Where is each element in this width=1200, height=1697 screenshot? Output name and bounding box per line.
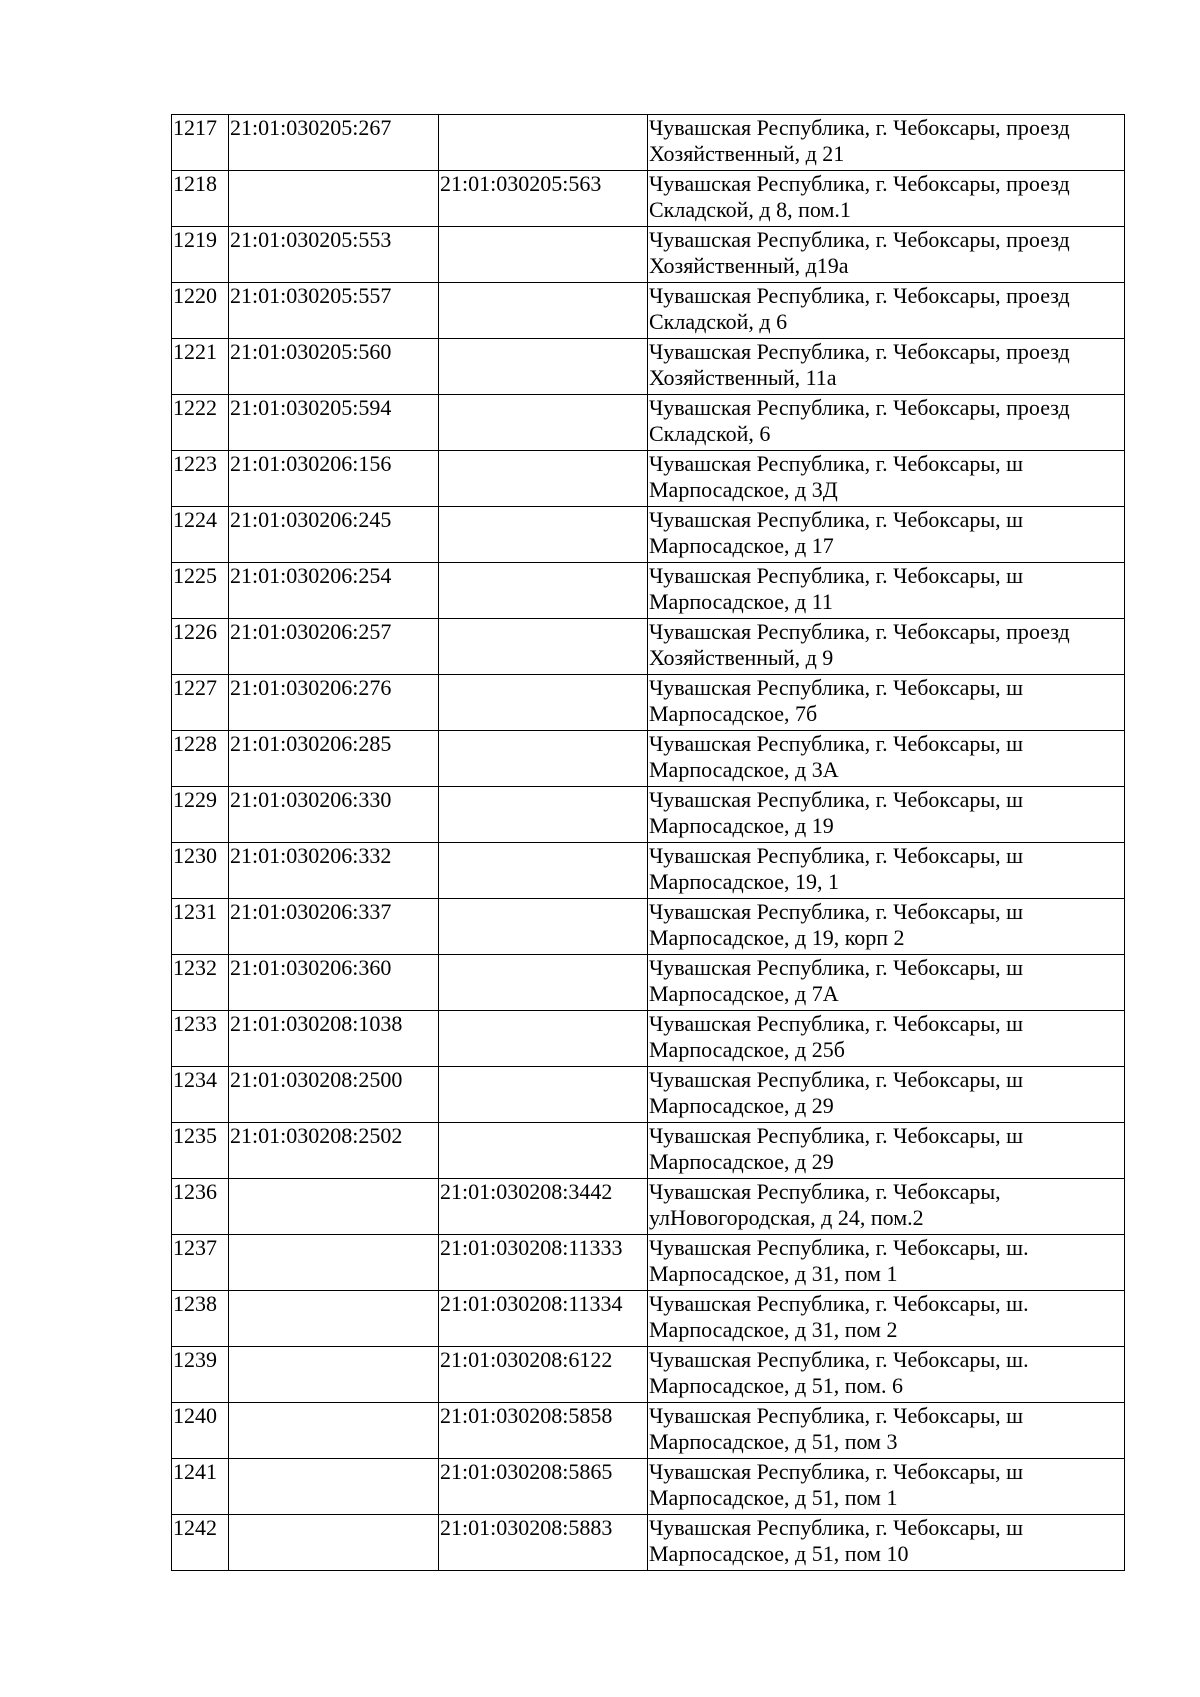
row-number-cell-text: 1242 <box>173 1515 217 1540</box>
address-cell <box>648 171 1125 227</box>
building-cadastral-number-cell <box>439 395 648 451</box>
table-row <box>172 1515 1125 1571</box>
land-cadastral-number-cell-text: 21:01:030205:594 <box>230 395 392 420</box>
address-cell-text: Чувашская Республика, г. Чебоксары, проезд Хозяйственный, д19а <box>649 227 1070 278</box>
row-number-cell-text: 1231 <box>173 899 217 924</box>
address-cell-text: Чувашская Республика, г. Чебоксары, проезд Хозяйственный, д 9 <box>649 619 1070 670</box>
row-number-cell <box>172 731 229 787</box>
land-cadastral-number-cell <box>229 955 439 1011</box>
row-number-cell <box>172 1403 229 1459</box>
address-cell <box>648 507 1125 563</box>
building-cadastral-number-cell <box>439 1459 648 1515</box>
table-row <box>172 675 1125 731</box>
row-number-cell-text: 1237 <box>173 1235 217 1260</box>
land-cadastral-number-cell-text: 21:01:030206:360 <box>230 955 392 980</box>
building-cadastral-number-cell <box>439 955 648 1011</box>
row-number-cell-text: 1236 <box>173 1179 217 1204</box>
table-row <box>172 787 1125 843</box>
address-cell-text: Чувашская Республика, г. Чебоксары, ш Марпосадское, д 19, корп 2 <box>649 899 1024 950</box>
address-cell <box>648 395 1125 451</box>
row-number-cell <box>172 563 229 619</box>
land-cadastral-number-cell-text: 21:01:030205:560 <box>230 339 392 364</box>
land-cadastral-number-cell <box>229 1067 439 1123</box>
land-cadastral-number-cell <box>229 1459 439 1515</box>
table-row <box>172 955 1125 1011</box>
land-cadastral-number-cell-text: 21:01:030208:1038 <box>230 1011 403 1036</box>
table-row <box>172 843 1125 899</box>
building-cadastral-number-cell <box>439 1123 648 1179</box>
land-cadastral-number-cell-text: 21:01:030208:2502 <box>230 1123 403 1148</box>
address-cell <box>648 619 1125 675</box>
address-cell-text: Чувашская Республика, г. Чебоксары, ш Марпосадское, д 3А <box>649 731 1024 782</box>
land-cadastral-number-cell <box>229 675 439 731</box>
row-number-cell <box>172 395 229 451</box>
row-number-cell <box>172 1011 229 1067</box>
building-cadastral-number-cell-text: 21:01:030208:5865 <box>440 1459 613 1484</box>
address-cell <box>648 1403 1125 1459</box>
address-cell <box>648 563 1125 619</box>
building-cadastral-number-cell <box>439 1067 648 1123</box>
row-number-cell-text: 1219 <box>173 227 217 252</box>
building-cadastral-number-cell <box>439 451 648 507</box>
table-row <box>172 1403 1125 1459</box>
land-cadastral-number-cell <box>229 339 439 395</box>
table-row <box>172 1123 1125 1179</box>
row-number-cell-text: 1217 <box>173 115 217 140</box>
row-number-cell-text: 1224 <box>173 507 217 532</box>
land-cadastral-number-cell <box>229 787 439 843</box>
row-number-cell <box>172 451 229 507</box>
address-cell-text: Чувашская Республика, г. Чебоксары, ш. Марпосадское, д 31, пом 1 <box>649 1235 1029 1286</box>
row-number-cell-text: 1233 <box>173 1011 217 1036</box>
building-cadastral-number-cell <box>439 1347 648 1403</box>
land-cadastral-number-cell <box>229 1403 439 1459</box>
address-cell <box>648 1179 1125 1235</box>
row-number-cell <box>172 1459 229 1515</box>
land-cadastral-number-cell <box>229 1235 439 1291</box>
land-cadastral-number-cell <box>229 1347 439 1403</box>
address-cell <box>648 675 1125 731</box>
table-row <box>172 899 1125 955</box>
building-cadastral-number-cell <box>439 619 648 675</box>
address-cell-text: Чувашская Республика, г. Чебоксары, проезд Хозяйственный, д 21 <box>649 115 1070 166</box>
land-cadastral-number-cell-text: 21:01:030208:2500 <box>230 1067 403 1092</box>
building-cadastral-number-cell <box>439 1403 648 1459</box>
row-number-cell-text: 1239 <box>173 1347 217 1372</box>
land-cadastral-number-cell-text: 21:01:030205:553 <box>230 227 392 252</box>
row-number-cell <box>172 1067 229 1123</box>
building-cadastral-number-cell <box>439 675 648 731</box>
row-number-cell-text: 1232 <box>173 955 217 980</box>
land-cadastral-number-cell <box>229 395 439 451</box>
land-cadastral-number-cell <box>229 619 439 675</box>
address-cell <box>648 115 1125 171</box>
land-cadastral-number-cell-text: 21:01:030206:285 <box>230 731 392 756</box>
land-cadastral-number-cell-text: 21:01:030206:245 <box>230 507 392 532</box>
row-number-cell <box>172 339 229 395</box>
address-cell-text: Чувашская Республика, г. Чебоксары, ш Марпосадское, 19, 1 <box>649 843 1024 894</box>
address-cell <box>648 1347 1125 1403</box>
land-cadastral-number-cell <box>229 563 439 619</box>
building-cadastral-number-cell-text: 21:01:030208:6122 <box>440 1347 613 1372</box>
building-cadastral-number-cell <box>439 227 648 283</box>
table-row <box>172 339 1125 395</box>
land-cadastral-number-cell <box>229 451 439 507</box>
building-cadastral-number-cell-text: 21:01:030208:11333 <box>440 1235 623 1260</box>
land-cadastral-number-cell <box>229 1011 439 1067</box>
row-number-cell <box>172 1347 229 1403</box>
building-cadastral-number-cell <box>439 283 648 339</box>
table-row <box>172 1291 1125 1347</box>
building-cadastral-number-cell-text: 21:01:030208:5883 <box>440 1515 613 1540</box>
building-cadastral-number-cell <box>439 115 648 171</box>
land-cadastral-number-cell <box>229 1291 439 1347</box>
table-row <box>172 1347 1125 1403</box>
building-cadastral-number-cell <box>439 507 648 563</box>
table-row <box>172 1179 1125 1235</box>
table-row <box>172 451 1125 507</box>
table-row <box>172 171 1125 227</box>
building-cadastral-number-cell <box>439 171 648 227</box>
address-cell-text: Чувашская Республика, г. Чебоксары, проезд Складской, д 6 <box>649 283 1070 334</box>
land-cadastral-number-cell-text: 21:01:030206:254 <box>230 563 392 588</box>
address-cell <box>648 843 1125 899</box>
row-number-cell-text: 1221 <box>173 339 217 364</box>
building-cadastral-number-cell <box>439 787 648 843</box>
row-number-cell <box>172 1515 229 1571</box>
row-number-cell-text: 1223 <box>173 451 217 476</box>
address-cell-text: Чувашская Республика, г. Чебоксары, ш Марпосадское, д 29 <box>649 1067 1024 1118</box>
land-cadastral-number-cell-text: 21:01:030206:257 <box>230 619 392 644</box>
row-number-cell <box>172 227 229 283</box>
address-cell-text: Чувашская Республика, г. Чебоксары, ш Марпосадское, д 17 <box>649 507 1024 558</box>
building-cadastral-number-cell <box>439 1235 648 1291</box>
row-number-cell <box>172 899 229 955</box>
address-cell-text: Чувашская Республика, г. Чебоксары, ш Марпосадское, д 51, пом 1 <box>649 1459 1024 1510</box>
address-cell-text: Чувашская Республика, г. Чебоксары, проезд Складской, 6 <box>649 395 1070 446</box>
building-cadastral-number-cell <box>439 843 648 899</box>
row-number-cell <box>172 675 229 731</box>
land-cadastral-number-cell-text: 21:01:030206:276 <box>230 675 392 700</box>
table-row <box>172 731 1125 787</box>
row-number-cell-text: 1240 <box>173 1403 217 1428</box>
table-row <box>172 507 1125 563</box>
address-cell-text: Чувашская Республика, г. Чебоксары, ш Марпосадское, д 19 <box>649 787 1024 838</box>
land-cadastral-number-cell <box>229 1179 439 1235</box>
table-row <box>172 1011 1125 1067</box>
building-cadastral-number-cell-text: 21:01:030208:5858 <box>440 1403 613 1428</box>
address-cell-text: Чувашская Республика, г. Чебоксары, ш Марпосадское, д 11 <box>649 563 1024 614</box>
land-cadastral-number-cell <box>229 115 439 171</box>
row-number-cell <box>172 1123 229 1179</box>
address-cell <box>648 1067 1125 1123</box>
row-number-cell <box>172 283 229 339</box>
land-cadastral-number-cell-text: 21:01:030206:332 <box>230 843 392 868</box>
land-cadastral-number-cell <box>229 283 439 339</box>
land-cadastral-number-cell <box>229 1123 439 1179</box>
address-cell <box>648 1515 1125 1571</box>
row-number-cell <box>172 1179 229 1235</box>
land-cadastral-number-cell-text: 21:01:030206:337 <box>230 899 392 924</box>
building-cadastral-number-cell <box>439 563 648 619</box>
building-cadastral-number-cell <box>439 1179 648 1235</box>
row-number-cell-text: 1220 <box>173 283 217 308</box>
land-cadastral-number-cell <box>229 507 439 563</box>
address-cell <box>648 1291 1125 1347</box>
table-row <box>172 283 1125 339</box>
row-number-cell-text: 1230 <box>173 843 217 868</box>
address-cell-text: Чувашская Республика, г. Чебоксары, ш Марпосадское, д 51, пом 3 <box>649 1403 1024 1454</box>
row-number-cell-text: 1225 <box>173 563 217 588</box>
row-number-cell <box>172 787 229 843</box>
land-cadastral-number-cell-text: 21:01:030205:267 <box>230 115 392 140</box>
row-number-cell-text: 1227 <box>173 675 217 700</box>
address-cell-text: Чувашская Республика, г. Чебоксары, проезд Складской, д 8, пом.1 <box>649 171 1070 222</box>
address-cell <box>648 731 1125 787</box>
table-row <box>172 619 1125 675</box>
address-cell <box>648 227 1125 283</box>
row-number-cell <box>172 955 229 1011</box>
row-number-cell-text: 1222 <box>173 395 217 420</box>
address-cell-text: Чувашская Республика, г. Чебоксары, ш Марпосадское, д 7А <box>649 955 1024 1006</box>
table-row <box>172 395 1125 451</box>
row-number-cell <box>172 115 229 171</box>
land-cadastral-number-cell <box>229 899 439 955</box>
table-row <box>172 1459 1125 1515</box>
address-cell-text: Чувашская Республика, г. Чебоксары, ш Марпосадское, д 25б <box>649 1011 1024 1062</box>
row-number-cell-text: 1228 <box>173 731 217 756</box>
row-number-cell-text: 1241 <box>173 1459 217 1484</box>
row-number-cell-text: 1226 <box>173 619 217 644</box>
row-number-cell <box>172 1235 229 1291</box>
address-cell-text: Чувашская Республика, г. Чебоксары, ш Марпосадское, д 29 <box>649 1123 1024 1174</box>
row-number-cell <box>172 171 229 227</box>
table-row <box>172 227 1125 283</box>
row-number-cell-text: 1238 <box>173 1291 217 1316</box>
property-registry-table <box>171 114 1125 1571</box>
address-cell-text: Чувашская Республика, г. Чебоксары, ш Марпосадское, 7б <box>649 675 1024 726</box>
address-cell <box>648 451 1125 507</box>
address-cell <box>648 955 1125 1011</box>
table-row <box>172 1235 1125 1291</box>
address-cell-text: Чувашская Республика, г. Чебоксары, ш Марпосадское, д 3Д <box>649 451 1024 502</box>
registry-table-body <box>172 115 1125 1571</box>
row-number-cell-text: 1234 <box>173 1067 217 1092</box>
building-cadastral-number-cell-text: 21:01:030208:3442 <box>440 1179 613 1204</box>
address-cell-text: Чувашская Республика, г. Чебоксары, улНовогородская, д 24, пом.2 <box>649 1179 1001 1230</box>
address-cell-text: Чувашская Республика, г. Чебоксары, ш Марпосадское, д 51, пом 10 <box>649 1515 1024 1566</box>
address-cell-text: Чувашская Республика, г. Чебоксары, ш. Марпосадское, д 51, пом. 6 <box>649 1347 1029 1398</box>
land-cadastral-number-cell <box>229 227 439 283</box>
address-cell <box>648 787 1125 843</box>
row-number-cell-text: 1218 <box>173 171 217 196</box>
address-cell <box>648 1123 1125 1179</box>
address-cell <box>648 899 1125 955</box>
row-number-cell <box>172 507 229 563</box>
address-cell <box>648 1235 1125 1291</box>
building-cadastral-number-cell <box>439 899 648 955</box>
land-cadastral-number-cell <box>229 171 439 227</box>
building-cadastral-number-cell-text: 21:01:030208:11334 <box>440 1291 623 1316</box>
address-cell-text: Чувашская Республика, г. Чебоксары, ш. Марпосадское, д 31, пом 2 <box>649 1291 1029 1342</box>
row-number-cell <box>172 619 229 675</box>
land-cadastral-number-cell <box>229 731 439 787</box>
address-cell-text: Чувашская Республика, г. Чебоксары, проезд Хозяйственный, 11а <box>649 339 1070 390</box>
building-cadastral-number-cell-text: 21:01:030205:563 <box>440 171 602 196</box>
address-cell <box>648 339 1125 395</box>
address-cell <box>648 283 1125 339</box>
building-cadastral-number-cell <box>439 1515 648 1571</box>
row-number-cell <box>172 1291 229 1347</box>
row-number-cell <box>172 843 229 899</box>
building-cadastral-number-cell <box>439 339 648 395</box>
table-row <box>172 563 1125 619</box>
row-number-cell-text: 1235 <box>173 1123 217 1148</box>
building-cadastral-number-cell <box>439 1291 648 1347</box>
table-row <box>172 115 1125 171</box>
land-cadastral-number-cell-text: 21:01:030205:557 <box>230 283 392 308</box>
land-cadastral-number-cell-text: 21:01:030206:156 <box>230 451 392 476</box>
table-row <box>172 1067 1125 1123</box>
address-cell <box>648 1459 1125 1515</box>
land-cadastral-number-cell <box>229 1515 439 1571</box>
address-cell <box>648 1011 1125 1067</box>
land-cadastral-number-cell-text: 21:01:030206:330 <box>230 787 392 812</box>
building-cadastral-number-cell <box>439 731 648 787</box>
building-cadastral-number-cell <box>439 1011 648 1067</box>
land-cadastral-number-cell <box>229 843 439 899</box>
row-number-cell-text: 1229 <box>173 787 217 812</box>
